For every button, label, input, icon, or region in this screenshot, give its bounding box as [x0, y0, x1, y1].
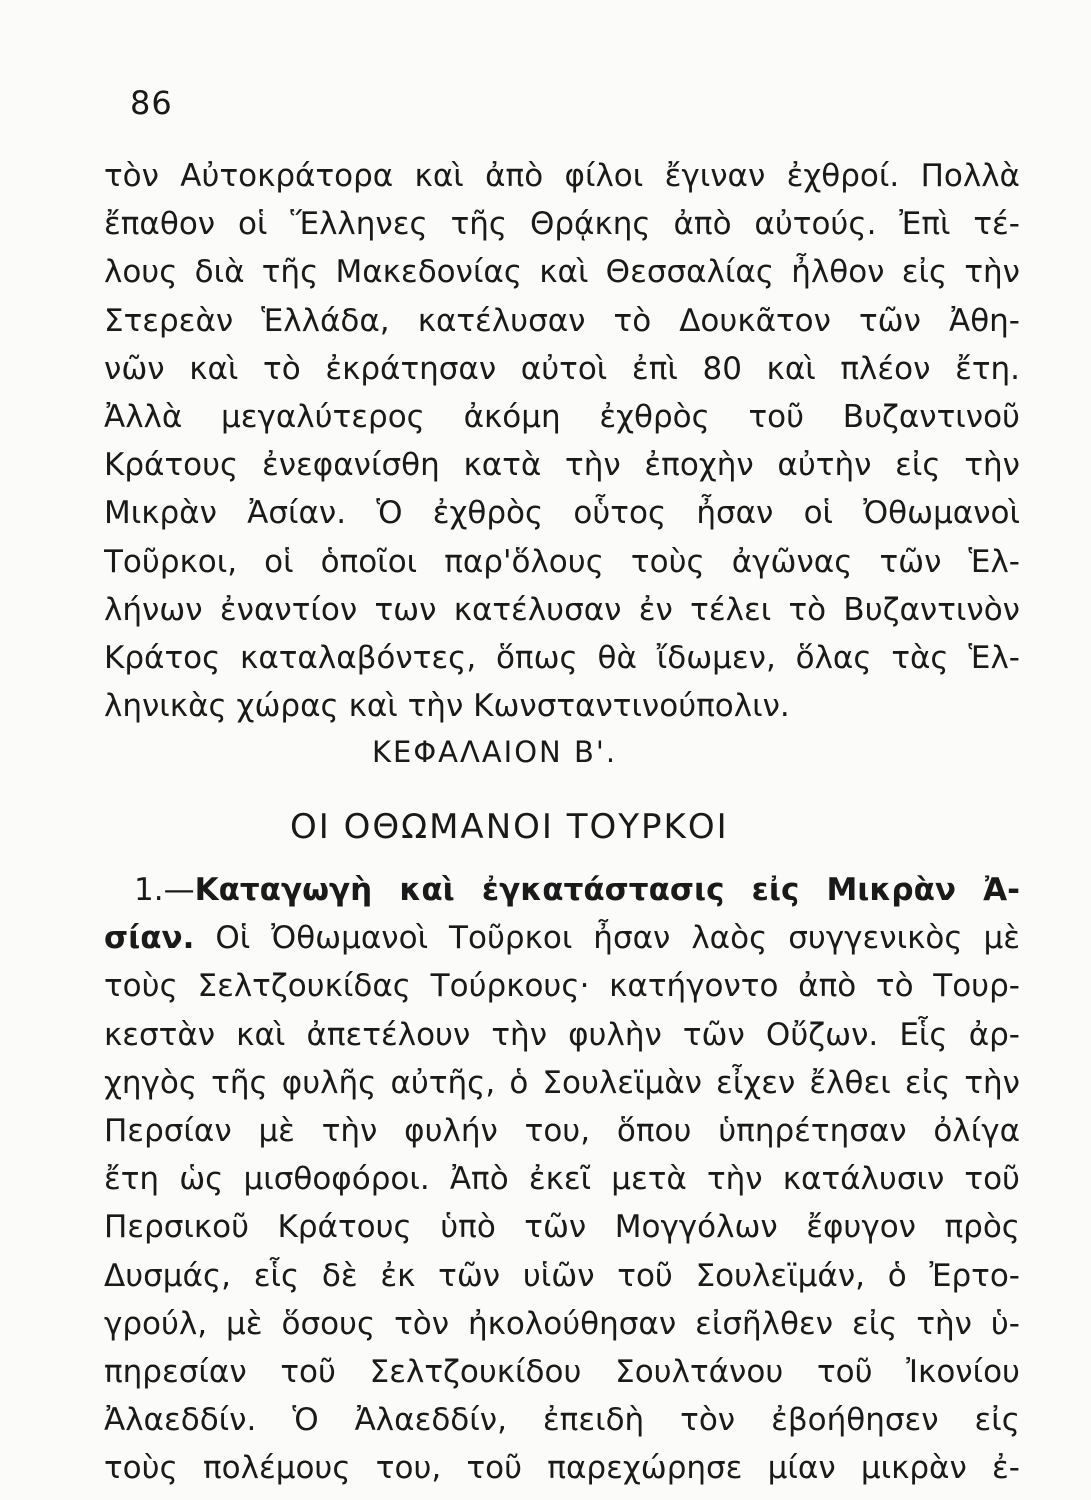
text-line: νῶν καὶ τὸ ἐκράτησαν αὐτοὶ ἐπὶ 80 καὶ πλέον ἔτη.: [104, 350, 1020, 387]
chapter-label: ΚΕΦΑΛΑΙΟΝ Β'.: [372, 735, 618, 769]
text-line: ληνικὰς χώρας καὶ τὴν Κωνσταντινούπολιν.: [104, 688, 790, 725]
text-line: Μικρὰν Ἀσίαν. Ὁ ἐχθρὸς οὗτος ἦσαν οἱ Ὀθωμανοὶ: [104, 495, 1020, 532]
chapter-title: ΟΙ ΟΘΩΜΑΝΟΙ ΤΟΥΡΚΟΙ: [290, 807, 729, 847]
text-line: πηρεσίαν τοῦ Σελτζουκίδου Σουλτάνου τοῦ Ἰκονίου: [104, 1353, 1020, 1390]
page-number: 86: [130, 84, 173, 122]
section-heading-line: [104, 866, 1020, 914]
section-heading: Καταγωγὴ καὶ ἐγκατάστασις εἰς Μικρὰν Ἀ-: [194, 872, 1020, 908]
section-1-paragraph: [104, 866, 1020, 1492]
text-line: ἔπαθον οἱ Ἕλληνες τῆς Θρᾴκης ἀπὸ αὐτούς. Ἐπὶ τέ-: [104, 206, 1020, 243]
text-fragment: Οἱ Ὀθωμανοὶ Τοῦρκοι ἦσαν λαὸς συγγενικὸς μὲ: [194, 920, 1020, 957]
text-line: Τοῦρκοι, οἱ ὁποῖοι παρ'ὅλους τοὺς ἀγῶνας τῶν Ἑλ-: [104, 543, 1020, 580]
text-line: γρούλ, μὲ ὅσους τὸν ἠκολούθησαν εἰσῆλθεν εἰς τὴν ὑ-: [104, 1305, 1020, 1342]
text-line: Ἀλλὰ μεγαλύτερος ἀκόμη ἐχθρὸς τοῦ Βυζαντινοῦ: [104, 398, 1020, 435]
section-heading-continued: σίαν.: [104, 920, 195, 957]
text-line: Περσικοῦ Κράτους ὑπὸ τῶν Μογγόλων ἔφυγον πρὸς: [104, 1209, 1020, 1246]
text-line: χηγὸς τῆς φυλῆς αὐτῆς, ὁ Σουλεϊμὰν εἶχεν ἔλθει εἰς τὴν: [104, 1064, 1020, 1101]
text-line: λήνων ἐναντίον των κατέλυσαν ἐν τέλει τὸ Βυζαντινὸν: [104, 591, 1020, 628]
text-line: τὸν Αὐτοκράτορα καὶ ἀπὸ φίλοι ἔγιναν ἐχθροί. Πολλὰ: [104, 158, 1020, 194]
text-line: Περσίαν μὲ τὴν φυλήν του, ὅπου ὑπηρέτησαν ὀλίγα: [104, 1112, 1020, 1149]
text-line: Δυσμάς, εἷς δὲ ἐκ τῶν υἱῶν τοῦ Σουλεϊμάν, ὁ Ἐρτο-: [104, 1257, 1020, 1294]
text-line: Κράτος καταλαβόντες, ὅπως θὰ ἴδωμεν, ὅλας τὰς Ἑλ-: [104, 639, 1020, 676]
text-line: κεστὰν καὶ ἀπετέλουν τὴν φυλὴν τῶν Οὔζων. Εἷς ἀρ-: [104, 1016, 1020, 1053]
text-line: Ἀλαεδδίν. Ὁ Ἀλαεδδίν, ἐπειδὴ τὸν ἐβοήθησεν εἰς: [104, 1402, 1020, 1439]
section-number: 1.—: [134, 872, 195, 908]
text-line: Κράτους ἐνεφανίσθη κατὰ τὴν ἐποχὴν αὐτὴν εἰς τὴν: [104, 447, 1020, 484]
paragraph-1: [104, 152, 1020, 730]
text-line: [104, 914, 1020, 962]
text-line: ἔτη ὡς μισθοφόροι. Ἀπὸ ἐκεῖ μετὰ τὴν κατάλυσιν τοῦ: [104, 1161, 1020, 1198]
text-line: λους διὰ τῆς Μακεδονίας καὶ Θεσσαλίας ἦλθον εἰς τὴν: [104, 254, 1020, 291]
text-line: Στερεὰν Ἑλλάδα, κατέλυσαν τὸ Δουκᾶτον τῶν Ἀθη-: [104, 302, 1020, 339]
text-line: τοὺς πολέμους του, τοῦ παρεχώρησε μίαν μικρὰν ἐ-: [104, 1450, 1020, 1487]
text-line: τοὺς Σελτζουκίδας Τούρκους· κατήγοντο ἀπὸ τὸ Τουρ-: [104, 968, 1020, 1005]
